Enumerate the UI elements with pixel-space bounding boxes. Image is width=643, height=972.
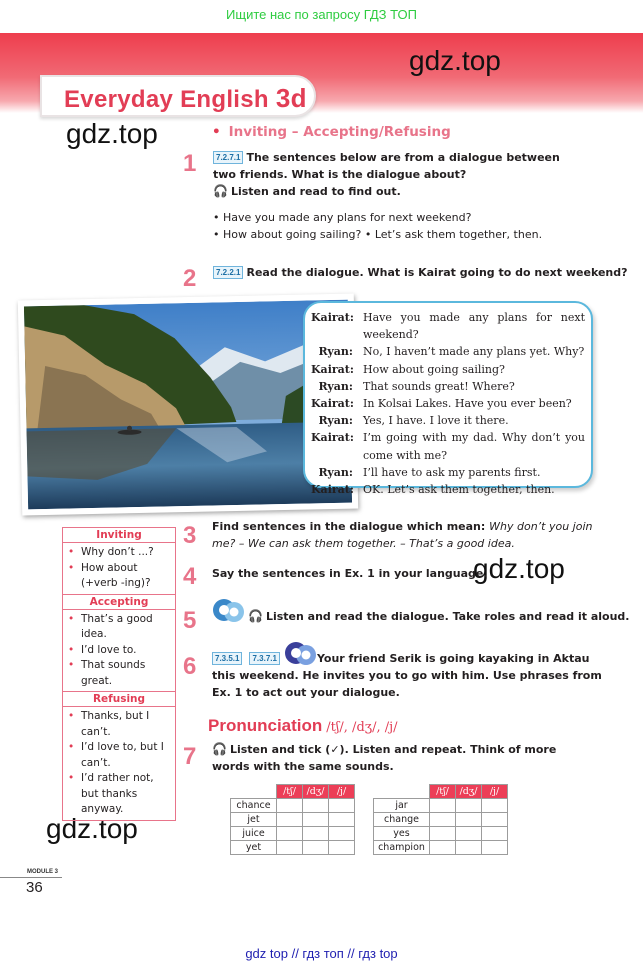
exercise-number: 6 — [183, 653, 197, 680]
table-header: /j/ — [482, 785, 508, 799]
tick-cell[interactable] — [277, 827, 303, 841]
tick-cell[interactable] — [329, 813, 355, 827]
tick-cell[interactable] — [456, 813, 482, 827]
phrase-heading-accepting: Accepting — [63, 594, 175, 610]
exercise-number: 3 — [183, 522, 197, 549]
watermark: gdz.top — [66, 118, 158, 149]
phrase-item: • That’s a good idea. — [67, 612, 173, 643]
tick-cell[interactable] — [482, 799, 508, 813]
tick-cell[interactable] — [430, 813, 456, 827]
curriculum-code: 7.3.7.1 — [249, 652, 279, 665]
tick-cell[interactable] — [430, 841, 456, 855]
watermark: gdz.top — [473, 553, 565, 584]
exercise-number: 4 — [183, 563, 197, 590]
speaker: Ryan: — [318, 465, 353, 479]
sounds-table-right — [373, 784, 508, 855]
line-text: Yes, I have. I love it there. — [363, 414, 509, 428]
line-text: In Kolsai Lakes. Have you ever been? — [363, 397, 572, 411]
dialogue-line — [311, 378, 585, 395]
table-word: jar — [374, 799, 430, 813]
line-text: OK. Let’s ask them together, then. — [363, 483, 555, 497]
watermark: gdz.top — [46, 813, 138, 844]
phrase-heading-inviting: Inviting — [63, 528, 175, 543]
tick-cell[interactable] — [482, 813, 508, 827]
lesson-topic: • Inviting – Accepting/Refusing — [212, 124, 451, 140]
exercise-number: 5 — [183, 607, 197, 634]
curriculum-code: 7.2.2.1 — [213, 266, 243, 279]
speaker: Kairat: — [311, 431, 354, 445]
tick-cell[interactable] — [303, 799, 329, 813]
dialogue-line — [311, 395, 585, 412]
line-text: Have you made any plans for next weekend? — [363, 311, 585, 342]
exercise-5-instruction: 🎧 Listen and read the dialogue. Take roles and read it aloud. — [248, 609, 630, 623]
phrase-item: • How about (+verb -ing)? — [67, 561, 173, 592]
phrase-item: • I’d love to. — [67, 643, 173, 659]
sounds-table-left — [230, 784, 355, 855]
tick-cell[interactable] — [303, 841, 329, 855]
tick-cell[interactable] — [277, 813, 303, 827]
tick-cell[interactable] — [456, 827, 482, 841]
phrase-item: • I’d love to, but I can’t. — [67, 740, 173, 771]
curriculum-code: 7.2.7.1 — [213, 151, 243, 164]
page-number: 36 — [26, 879, 43, 896]
dialogue-line — [311, 309, 585, 343]
table-header: /tʃ/ — [277, 785, 303, 799]
lesson-title-text: Everyday English — [64, 86, 276, 113]
exercise-3-instruction: Find sentences in the dialogue which mean: Why don’t you join me? – We can ask them together. – That’s a good idea. — [212, 520, 593, 550]
speaker: Ryan: — [318, 414, 353, 428]
tick-cell[interactable] — [329, 827, 355, 841]
dialogue-line — [311, 361, 585, 378]
headphones-icon: 🎧 — [213, 184, 228, 198]
exercise-1-bullet: • How about going sailing? • Let’s ask them together, then. — [213, 228, 543, 241]
line-text: How about going sailing? — [363, 362, 505, 376]
exercise-number: 7 — [183, 743, 197, 770]
line-text: That sounds great! Where? — [363, 379, 515, 393]
watermark: gdz.top — [409, 45, 501, 76]
search-hint: Ищите нас по запросу ГДЗ ТОП — [226, 7, 417, 22]
phrase-item: • Why don’t ...? — [67, 545, 173, 561]
tick-cell[interactable] — [303, 813, 329, 827]
tick-cell[interactable] — [456, 841, 482, 855]
table-word: yet — [231, 841, 277, 855]
speaking-pair-icon — [212, 597, 246, 625]
headphones-icon: 🎧 — [212, 742, 227, 756]
table-word: juice — [231, 827, 277, 841]
dialogue-line — [311, 412, 585, 429]
tick-cell[interactable] — [303, 827, 329, 841]
exercise-2-instruction: 7.2.2.1 Read the dialogue. What is Kairat going to do next weekend? — [213, 264, 613, 281]
tick-cell[interactable] — [329, 799, 355, 813]
phrase-heading-refusing: Refusing — [63, 691, 175, 707]
dialogue-line — [311, 343, 585, 360]
lesson-title — [64, 83, 307, 114]
exercise-1-bullet: • Have you made any plans for next weekend? — [213, 211, 472, 224]
lesson-title-pill — [40, 75, 316, 117]
speaker: Kairat: — [311, 483, 354, 497]
table-word: champion — [374, 841, 430, 855]
module-label: MODULE 3 — [27, 869, 59, 875]
phrase-item: • Thanks, but I can’t. — [67, 709, 173, 740]
dialogue-card — [303, 301, 593, 497]
speaking-pair-icon — [284, 640, 318, 668]
curriculum-code: 7.3.5.1 — [212, 652, 242, 665]
tick-cell[interactable] — [456, 799, 482, 813]
table-header: /j/ — [329, 785, 355, 799]
table-word: chance — [231, 799, 277, 813]
line-text: I’m going with my dad. Why don’t you come with me? — [363, 431, 585, 462]
exercise-number: 1 — [183, 150, 197, 177]
phrase-item: • That sounds great. — [67, 658, 173, 689]
tick-cell[interactable] — [277, 841, 303, 855]
dialogue-line — [311, 429, 585, 463]
footer-links: gdz top // гдз топ // гдз top — [245, 946, 398, 961]
exercise-7-instruction: 🎧 Listen and tick (✓). Listen and repeat. Think of more words with the same sounds. — [212, 742, 557, 773]
table-header: /tʃ/ — [430, 785, 456, 799]
line-text: No, I haven’t made any plans yet. Why? — [363, 345, 585, 359]
headphones-icon: 🎧 — [248, 609, 263, 623]
useful-phrases-box — [62, 527, 176, 821]
exercise-1-instruction: 7.2.7.1 The sentences below are from a dialogue between two friends. What is the dialogue about? 🎧 Listen and read to find out. — [213, 151, 560, 198]
dialogue-line — [311, 464, 585, 481]
table-word: yes — [374, 827, 430, 841]
tick-cell[interactable] — [430, 799, 456, 813]
tick-cell[interactable] — [329, 841, 355, 855]
line-text: I’ll have to ask my parents first. — [363, 465, 541, 479]
speaker: Kairat: — [311, 311, 354, 324]
exercise-4-instruction: Say the sentences in Ex. 1 in your language. — [212, 567, 488, 580]
pronunciation-heading: Pronunciation /tʃ/, /dʒ/, /j/ — [208, 716, 398, 735]
table-word: change — [374, 813, 430, 827]
lesson-number: 3d — [275, 83, 307, 113]
speaker: Ryan: — [318, 345, 353, 359]
table-header: /dʒ/ — [456, 785, 482, 799]
table-word: jet — [231, 813, 277, 827]
page-divider — [0, 877, 62, 878]
tick-cell[interactable] — [430, 827, 456, 841]
dialogue-line — [311, 481, 585, 498]
phrase-item: • I’d rather not, but thanks anyway. — [67, 771, 173, 818]
speaker: Kairat: — [311, 397, 354, 411]
tick-cell[interactable] — [482, 841, 508, 855]
tick-cell[interactable] — [277, 799, 303, 813]
exercise-6-instruction: 7.3.5.1 7.3.7.1 Your friend Serik is going kayaking in Aktau this weekend. He invites you to go with him. Use phrases from Ex. 1 to act out your dialogue. — [212, 652, 602, 699]
speaker: Ryan: — [318, 379, 353, 393]
speaker: Kairat: — [311, 362, 354, 376]
exercise-number: 2 — [183, 265, 197, 292]
tick-cell[interactable] — [482, 827, 508, 841]
table-header: /dʒ/ — [303, 785, 329, 799]
